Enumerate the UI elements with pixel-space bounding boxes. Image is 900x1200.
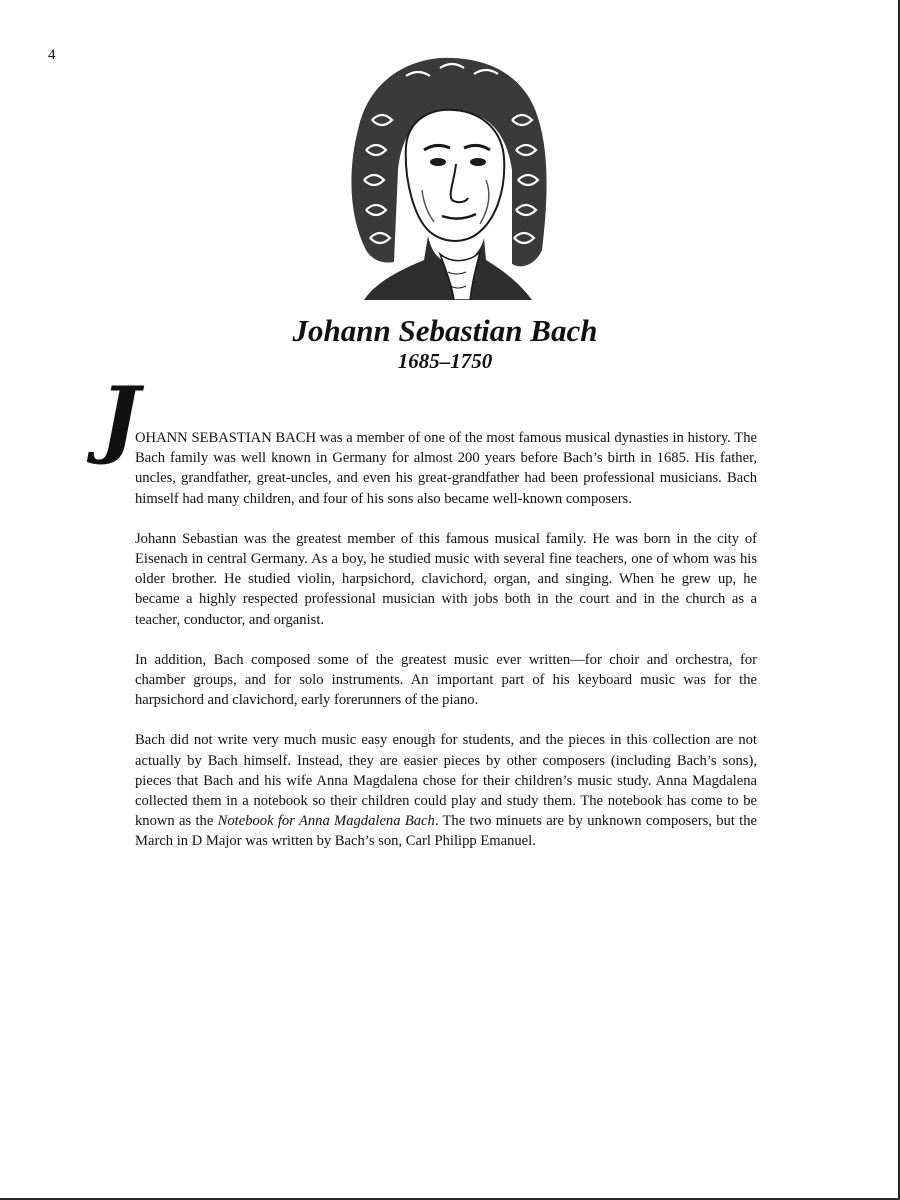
paragraph-4-part-2: . The two minuets are by unknown composers, but the March in D Major was written by Bach’s son, Carl Philipp Emanuel. <box>135 813 757 850</box>
biography-text <box>135 428 757 872</box>
drop-cap-letter: J <box>100 368 140 467</box>
notebook-title: Notebook for Anna Magdalena Bach <box>217 813 435 830</box>
paragraph-4 <box>135 730 757 851</box>
paragraph-1: OHANN SEBASTIAN BACH was a member of one of the most famous musical dynasties in history. The Bach family was well known in Germany for almost 200 years before Bach’s birth in 1685. His father, uncles, grandfather, great-uncles, and even his great-grandfather had been professional musicians. Bach himself had many children, and four of his sons also became well-known composers. <box>135 430 757 507</box>
composer-dates: 1685–1750 <box>397 349 493 373</box>
composer-portrait <box>336 50 562 300</box>
paragraph-3: In addition, Bach composed some of the greatest music ever written—for choir and orchestra, for chamber groups, and for solo instruments. An important part of his keyboard music was for the harpsichord and clavichord, early forerunners of the piano. <box>135 651 757 709</box>
paragraph-2: Johann Sebastian was the greatest member of this famous musical family. He was born in the city of Eisenach in central Germany. As a boy, he studied music with several fine teachers, one of whom was his older brother. He studied violin, harpsichord, clavichord, organ, and singing. When he grew up, he became a highly respected professional musician with jobs both in the court and in the church as a teacher, conductor, and organist. <box>135 530 757 628</box>
page-number: 4 <box>48 47 56 63</box>
paragraph-4-part-1: Bach did not write very much music easy enough for students, and the pieces in this collection are not actually by Bach himself. Instead, they are easier pieces by other composers (including Bach’s sons), pieces that Bach and his wife Anna Magdalena chose for their children’s music study. Anna Magdalena collected them in a notebook so their children could play and study them. The notebook has come to be known as the <box>135 732 757 830</box>
composer-name-heading: Johann Sebastian Bach <box>292 313 598 348</box>
